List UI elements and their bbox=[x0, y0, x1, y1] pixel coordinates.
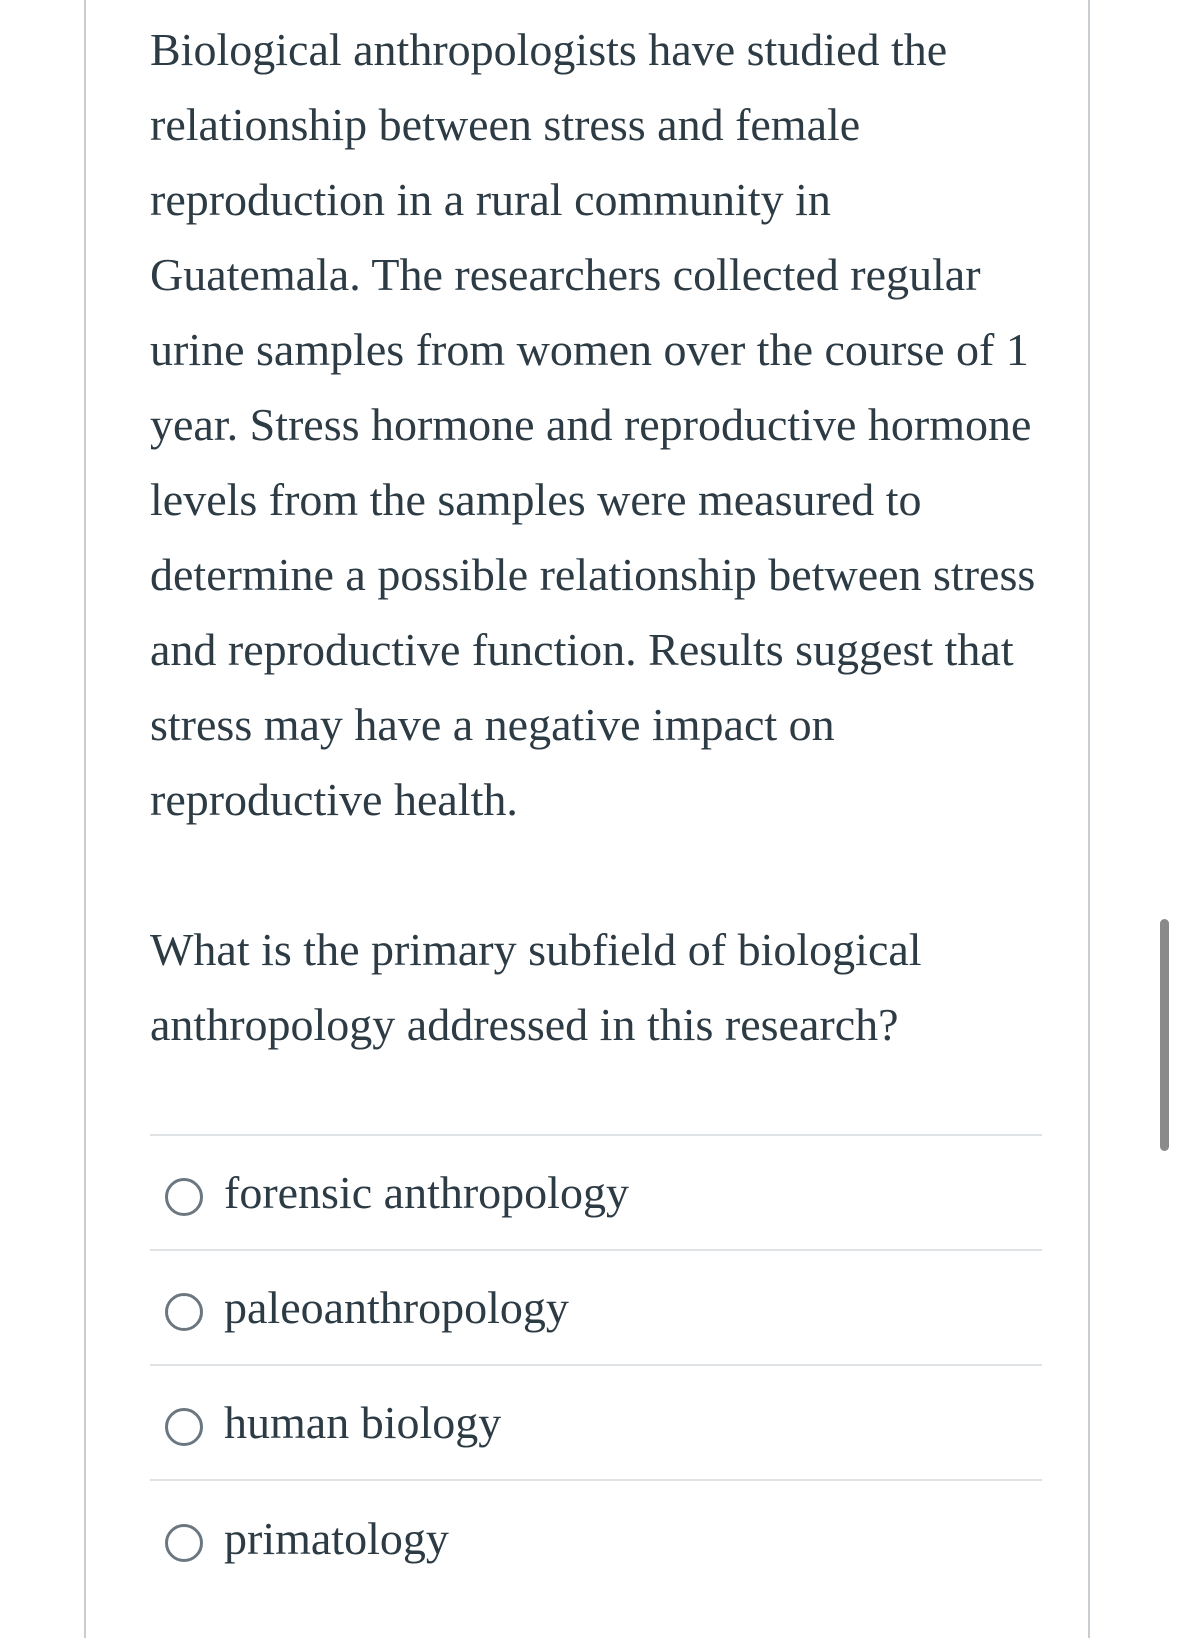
scrollbar-thumb[interactable] bbox=[1160, 919, 1169, 1151]
answer-option-paleoanthropology[interactable] bbox=[150, 1251, 1042, 1366]
question-prompt: What is the primary subfield of biological anthropology addressed in this research? bbox=[150, 924, 922, 1050]
radio-button-icon[interactable] bbox=[165, 1408, 203, 1446]
answer-label: primatology bbox=[224, 1512, 449, 1564]
answer-label: forensic anthropology bbox=[224, 1166, 629, 1218]
answer-label: paleoanthropology bbox=[224, 1281, 569, 1333]
radio-button-icon[interactable] bbox=[165, 1524, 203, 1562]
question-content bbox=[150, 12, 1042, 1596]
answer-list bbox=[150, 1134, 1042, 1596]
answer-option-human-biology[interactable] bbox=[150, 1366, 1042, 1481]
answer-option-primatology[interactable] bbox=[150, 1481, 1042, 1596]
radio-button-icon[interactable] bbox=[165, 1178, 203, 1216]
question-passage: Biological anthropologists have studied the relationship between stress and female reproduction in a rural community in Guatemala. The researchers collected regular urine samples from women over the course of 1 year. Stress hormone and reproductive hormone levels from the samples were measured to determine a possible relationship between stress and reproductive function. Results suggest that stress may have a negative impact on reproductive health. bbox=[150, 24, 1036, 825]
answer-label: human biology bbox=[224, 1396, 502, 1448]
question-card bbox=[84, 0, 1090, 1638]
answer-option-forensic-anthropology[interactable] bbox=[150, 1136, 1042, 1251]
radio-button-icon[interactable] bbox=[165, 1293, 203, 1331]
